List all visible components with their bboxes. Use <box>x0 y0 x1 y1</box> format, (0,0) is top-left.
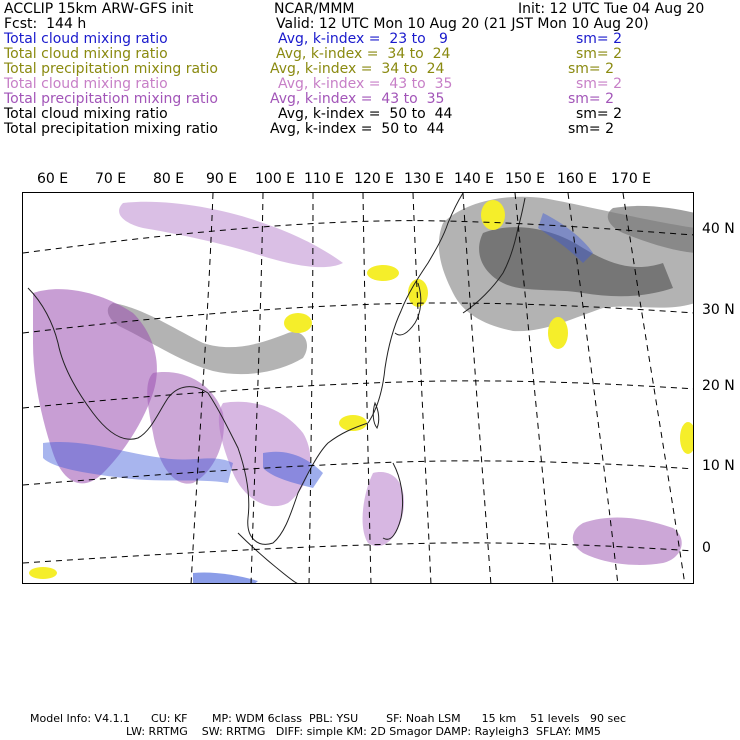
init-time: Init: 12 UTC Tue 04 Aug 20 <box>518 1 705 17</box>
lon-label-150e: 150 E <box>505 171 546 187</box>
meridian-130e <box>413 193 431 584</box>
lat-label-10n: 10 N <box>702 458 735 474</box>
field-2-name: Total cloud mixing ratio <box>4 46 168 62</box>
field-5-avg: Avg, k-index = 43 to 35 <box>270 91 445 107</box>
lon-label-60e: 60 E <box>37 171 69 187</box>
lon-label-160e: 160 E <box>557 171 598 187</box>
lon-label-140e: 140 E <box>454 171 495 187</box>
lat-label-0: 0 <box>702 540 711 556</box>
model-info-line-2: LW: RRTMG SW: RRTMG DIFF: simple KM: 2D Smagor DAMP: Rayleigh3 SFLAY: MM5 <box>126 725 601 738</box>
lat-label-40n: 40 N <box>702 221 735 237</box>
model-info-line-1: Model Info: V4.1.1 CU: KF MP: WDM 6class PBL: YSU SF: Noah LSM 15 km 51 levels 90 sec <box>30 712 627 725</box>
lon-label-170e: 170 E <box>611 171 652 187</box>
map-panel <box>22 192 694 584</box>
map-svg <box>23 193 694 584</box>
field-3-avg: Avg, k-index = 34 to 24 <box>270 61 445 77</box>
lat-label-20n: 20 N <box>702 378 735 394</box>
field-1-avg: Avg, k-index = 23 to 9 <box>278 31 448 47</box>
field-4-sm: sm= 2 <box>576 76 623 92</box>
lon-label-110e: 110 E <box>304 171 345 187</box>
yellow-patch-southwest <box>29 567 57 579</box>
field-1-sm: sm= 2 <box>576 31 623 47</box>
precip-west-pacific <box>573 518 682 565</box>
field-2-sm: sm= 2 <box>576 46 623 62</box>
valid-time: Valid: 12 UTC Mon 10 Aug 20 (21 JST Mon 10 Aug 20) <box>276 16 649 32</box>
yellow-patch-east-edge <box>680 422 694 454</box>
yellow-patch-east-china <box>367 265 399 281</box>
plot-title: ACCLIP 15km ARW-GFS init <box>4 1 194 17</box>
field-1-name: Total cloud mixing ratio <box>4 31 168 47</box>
precip-china-north <box>119 202 343 267</box>
lat-label-30n: 30 N <box>702 302 735 318</box>
field-4-avg: Avg, k-index = 43 to 35 <box>278 76 453 92</box>
lon-label-130e: 130 E <box>404 171 445 187</box>
lon-label-120e: 120 E <box>354 171 395 187</box>
forecast-hour: Fcst: 144 h <box>4 16 87 32</box>
field-6-avg: Avg, k-index = 50 to 44 <box>278 106 453 122</box>
yellow-patch-pacific <box>548 317 568 349</box>
coastline-sumatra <box>238 533 303 584</box>
field-2-avg: Avg, k-index = 34 to 24 <box>276 46 451 62</box>
lon-label-90e: 90 E <box>206 171 238 187</box>
field-5-name: Total precipitation mixing ratio <box>4 91 218 107</box>
organization-label: NCAR/MMM <box>274 1 355 17</box>
lon-label-80e: 80 E <box>153 171 185 187</box>
field-7-avg: Avg, k-index = 50 to 44 <box>270 121 445 137</box>
field-6-name: Total cloud mixing ratio <box>4 106 168 122</box>
lon-label-70e: 70 E <box>95 171 127 187</box>
field-5-sm: sm= 2 <box>568 91 615 107</box>
field-3-name: Total precipitation mixing ratio <box>4 61 218 77</box>
field-7-sm: sm= 2 <box>568 121 615 137</box>
yellow-patch-north-pacific <box>481 200 505 230</box>
lon-label-100e: 100 E <box>255 171 296 187</box>
field-7-name: Total precipitation mixing ratio <box>4 121 218 137</box>
field-6-sm: sm= 2 <box>576 106 623 122</box>
blue-strip-bottom <box>193 572 258 584</box>
field-3-sm: sm= 2 <box>568 61 615 77</box>
yellow-patch-tibet <box>284 313 312 333</box>
field-4-name: Total cloud mixing ratio <box>4 76 168 92</box>
